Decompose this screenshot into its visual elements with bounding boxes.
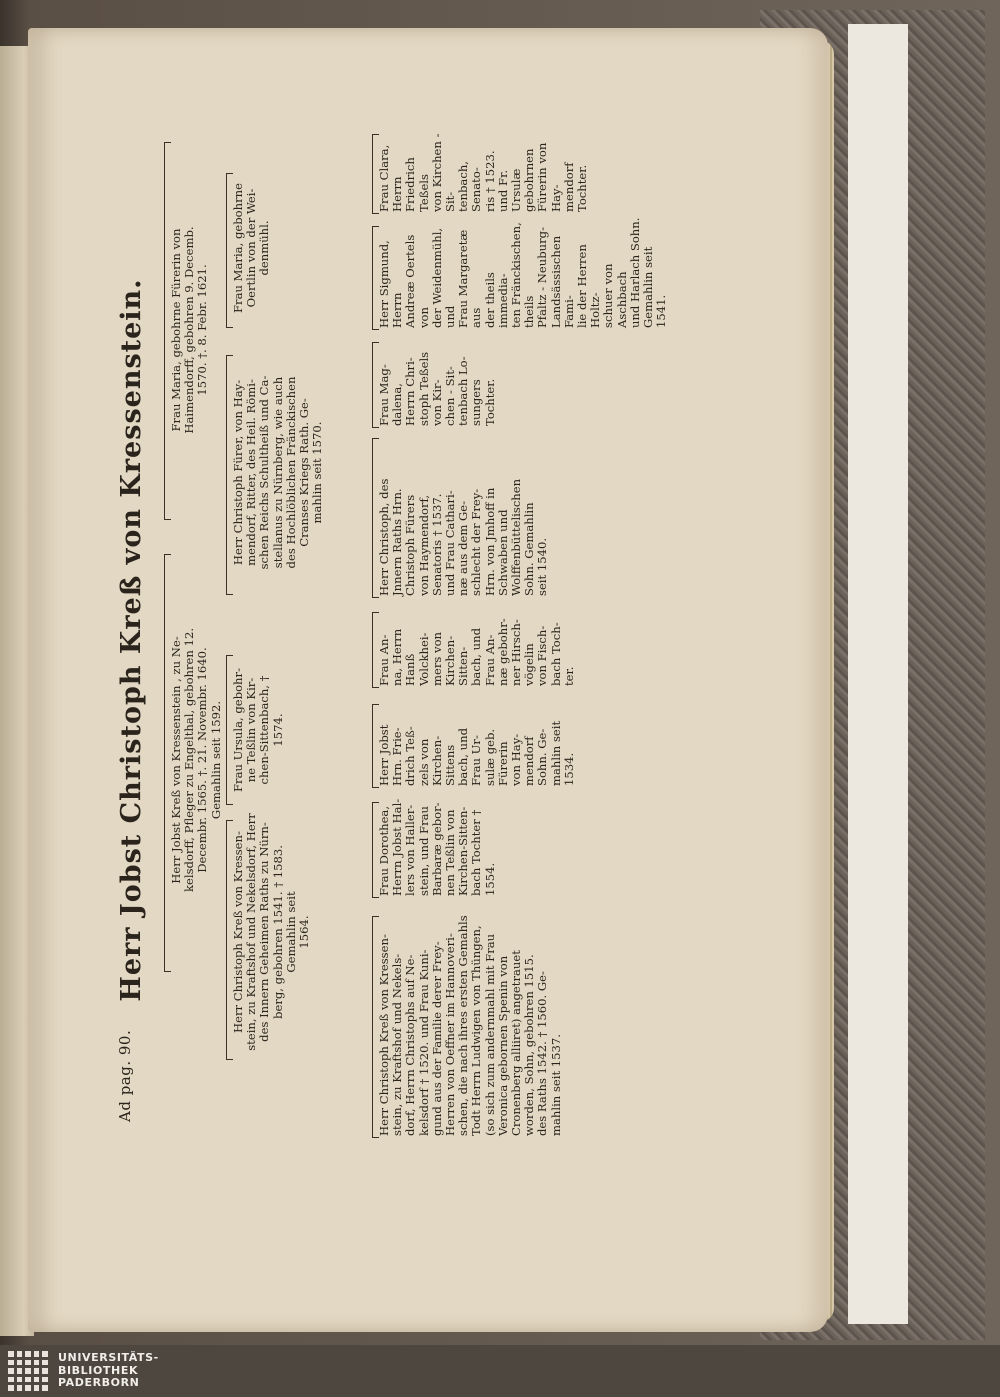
bracket-level3-a — [372, 916, 373, 1138]
great-grandparent-g: Herr Sigmund, Herrn Andreæ Oertels von der Weidenmühl, und Frau Margaretæ aus der theils immedia- ten Fränckischen, theils Pfaltz - Neuburg- Landsässischen Fami- lie der Herren Holtz- schuer von Aschbach und Harlach Sohn. Gemahlin seit 1541. — [377, 217, 669, 328]
great-grandparent-c: Herr Jobst Hrn. Frie- drich Teß- zels von Kirchen- Sittens bach, und Frau Ur- sulæ geb. Fürerin von Hay- mendorf Sohn. Ge- mahlin seit 1534. — [377, 720, 576, 786]
bracket-level3-g — [372, 226, 373, 330]
bracket-level2-b — [226, 655, 227, 805]
flyleaf — [848, 24, 908, 1324]
library-name — [58, 1352, 159, 1390]
bracket-level3-e — [372, 438, 373, 598]
bracket-level3-f — [372, 342, 373, 428]
father-entry: Herr Jobst Kreß von Kressenstein , zu Ne- kelsdorff, Pfleger zu Engelthal, gebohren 12. Decembr. 1565. †. 21. Novembr. 1640. Gemahlin seit 1592. — [169, 627, 223, 893]
mother-entry: Frau Maria, gebohrne Fürerin von Haimendorff, gebohren 9. Decemb. 1570. †. 8. Febr. 1621. — [169, 226, 210, 434]
great-grandparent-f: Frau Mag- dalena, Herrn Chri- stoph Teßels von Kir- chen - Sit- tenbach Lo- sungers Tochter. — [377, 351, 497, 426]
library-name-line2: BIBLIOTHEK — [58, 1363, 139, 1377]
bracket-level2-d — [226, 173, 227, 328]
bracket-level2-c — [226, 355, 227, 595]
bracket-level2-a — [226, 820, 227, 1060]
library-logo-icon — [8, 1351, 48, 1391]
genealogy-table — [110, 130, 720, 1150]
grandmother-maternal-entry: Frau Maria, gebohrne Oertlin von der Wei- denmühl. — [231, 183, 272, 313]
bracket-level1-right — [164, 142, 165, 520]
grandfather-paternal-entry: Herr Christoph Kreß von Kressen- stein, zu Kraftshof und Nekelsdorf, Herr des Innern Geheimen Raths zu Nürn- berg, gebohren 1541. † 1583. Gemahlin seit 1564. — [231, 813, 312, 1051]
page-reference: Ad pag. 90. — [116, 1029, 134, 1122]
document-title: Herr Jobst Christoph Kreß von Kressenstein. — [116, 278, 147, 1002]
bracket-level1-left — [164, 554, 165, 972]
great-grandparent-e: Herr Christoph, des Jnnern Raths Hrn. Christoph Fürers von Haymendorf, Senatoris † 1537. und Frau Cathari- næ aus dem Ge- schlecht der Frey- Hrn. von Jmhoff in Schwaben und Wolffenbüttelischen Sohn. Gemahlin seit 1540. — [377, 478, 550, 596]
bracket-level3-c — [372, 704, 373, 788]
library-name-line3: PADERBORN — [58, 1376, 140, 1389]
great-grandparent-a: Herr Christoph Kreß von Kressen- stein, zu Kraftshof und Nekels- dorf, Herrn Christophs auf Ne- kelsdorf † 1520. und Frau Kuni- gund aus der Familie derer Frey- Herren von Oeffner im Hannoveri- schen, die nach ihres ersten Gemahls Todt Herrn Ludwigen von Thüngen, (so sich zum andernmahl mit Frau Veronica gebornen Spenin von Cronenberg alliiret) angetrauet worden, Sohn, gebohren 1515. des Raths 1542. † 1560. Ge- mahlin seit 1537. — [377, 915, 563, 1136]
bracket-level3-d — [372, 612, 373, 688]
library-name-line1: UNIVERSITÄTS- — [58, 1351, 159, 1364]
grandmother-paternal-entry: Frau Ursula, gebohr- ne Teßlin von Kir- chen-Sittenbach, † 1574. — [231, 668, 285, 792]
great-grandparent-h: Frau Clara, Herrn Friedrich Teßels von Kirchen - Sit- tenbach, Senato- ris † 1523. und Fr. Ursulæ gebohrnen Fürerin von Hay- mendorf Tochter. — [377, 133, 590, 212]
library-footer — [0, 1345, 1000, 1397]
bracket-level3-h — [372, 134, 373, 214]
great-grandparent-b: Frau Dorothea, Herrn Jobst Hal- lers von Haller- stein, und Frau Barbaræ gebor- nen Teßlin von Kirchen-Sitten- bach Tochter † 1554. — [377, 798, 497, 896]
great-grandparent-d: Frau An- na, Herrn Hanß Volckhei- mers von Kirchen- Sitten- bach, und Frau An- næ gebohr- ner Hirsch- vögelin von Fisch- bach Toch- ter. — [377, 618, 576, 686]
bracket-level3-b — [372, 802, 373, 898]
grandfather-maternal-entry: Herr Christoph Fürer, von Hay- mendorf, Ritter, des Heil. Römi- schen Reichs Schultheiß und Ca- stellanus zu Nürnberg, wie auch des Hochlöblichen Fränckischen Cranses Kriegs Rath. Ge- mahlin seit 1570. — [231, 375, 325, 570]
